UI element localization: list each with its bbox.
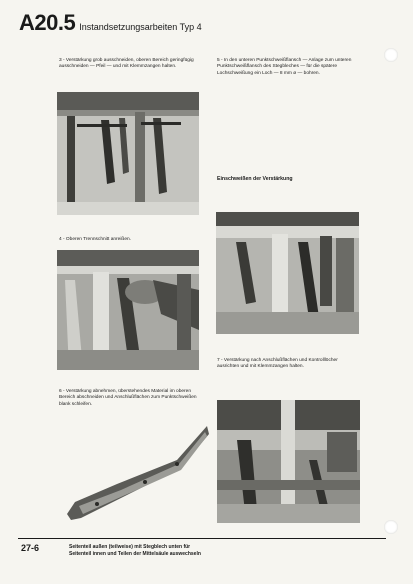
footer-rule xyxy=(18,538,386,539)
footer-line-2: Seitenteil innen und Teilen der Mittelsäule auswechseln xyxy=(69,551,201,557)
photo-step-6 xyxy=(57,420,209,524)
step-6-text: 6 - Verstärkung abnehmen, überstehendes Material im oberen Bereich abschneiden und Anschlußflächen zum Punktschweißen blank schleifen. xyxy=(59,389,197,407)
photo-step-4 xyxy=(57,250,199,370)
step-4-text: 4 - Oberen Trennschnitt anreißen. xyxy=(59,237,131,242)
footer-line-1: Seitenteil außen (teilweise) mit Stegblech unten für xyxy=(69,544,191,550)
photo-step-7 xyxy=(217,400,360,523)
punch-hole-top xyxy=(384,48,398,62)
footer-caption xyxy=(69,544,201,558)
step-3-text: 3 - Verstärkung grob ausschneiden, oberen Bereich geringfügig ausschneiden — Pfeil — und mit Klemmzangen halten. xyxy=(59,58,194,70)
step-7-text: 7 - Verstärkung nach Anschlußflächen und Kontrolllöcher ausrichten und mit Klemmzangen halten. xyxy=(217,358,338,370)
section-title: Instandsetzungsarbeiten Typ 4 xyxy=(79,22,202,32)
page-number: 27-6 xyxy=(21,543,40,553)
punch-hole-bottom xyxy=(384,520,398,534)
section-code: A20.5 xyxy=(19,10,76,35)
step-5-text: 5 - In den unteren Punktschweißflansch — Anlage zum unteren Punktschweißflansch des Stegbleches — für die spätere Lochschweißung ein Loch — 8 mm ø — bohren. xyxy=(217,58,352,76)
section-heading: Einschweißen der Verstärkung xyxy=(217,176,293,182)
photo-step-3 xyxy=(57,92,199,215)
photo-step-5 xyxy=(216,212,359,334)
page-header xyxy=(19,10,202,36)
